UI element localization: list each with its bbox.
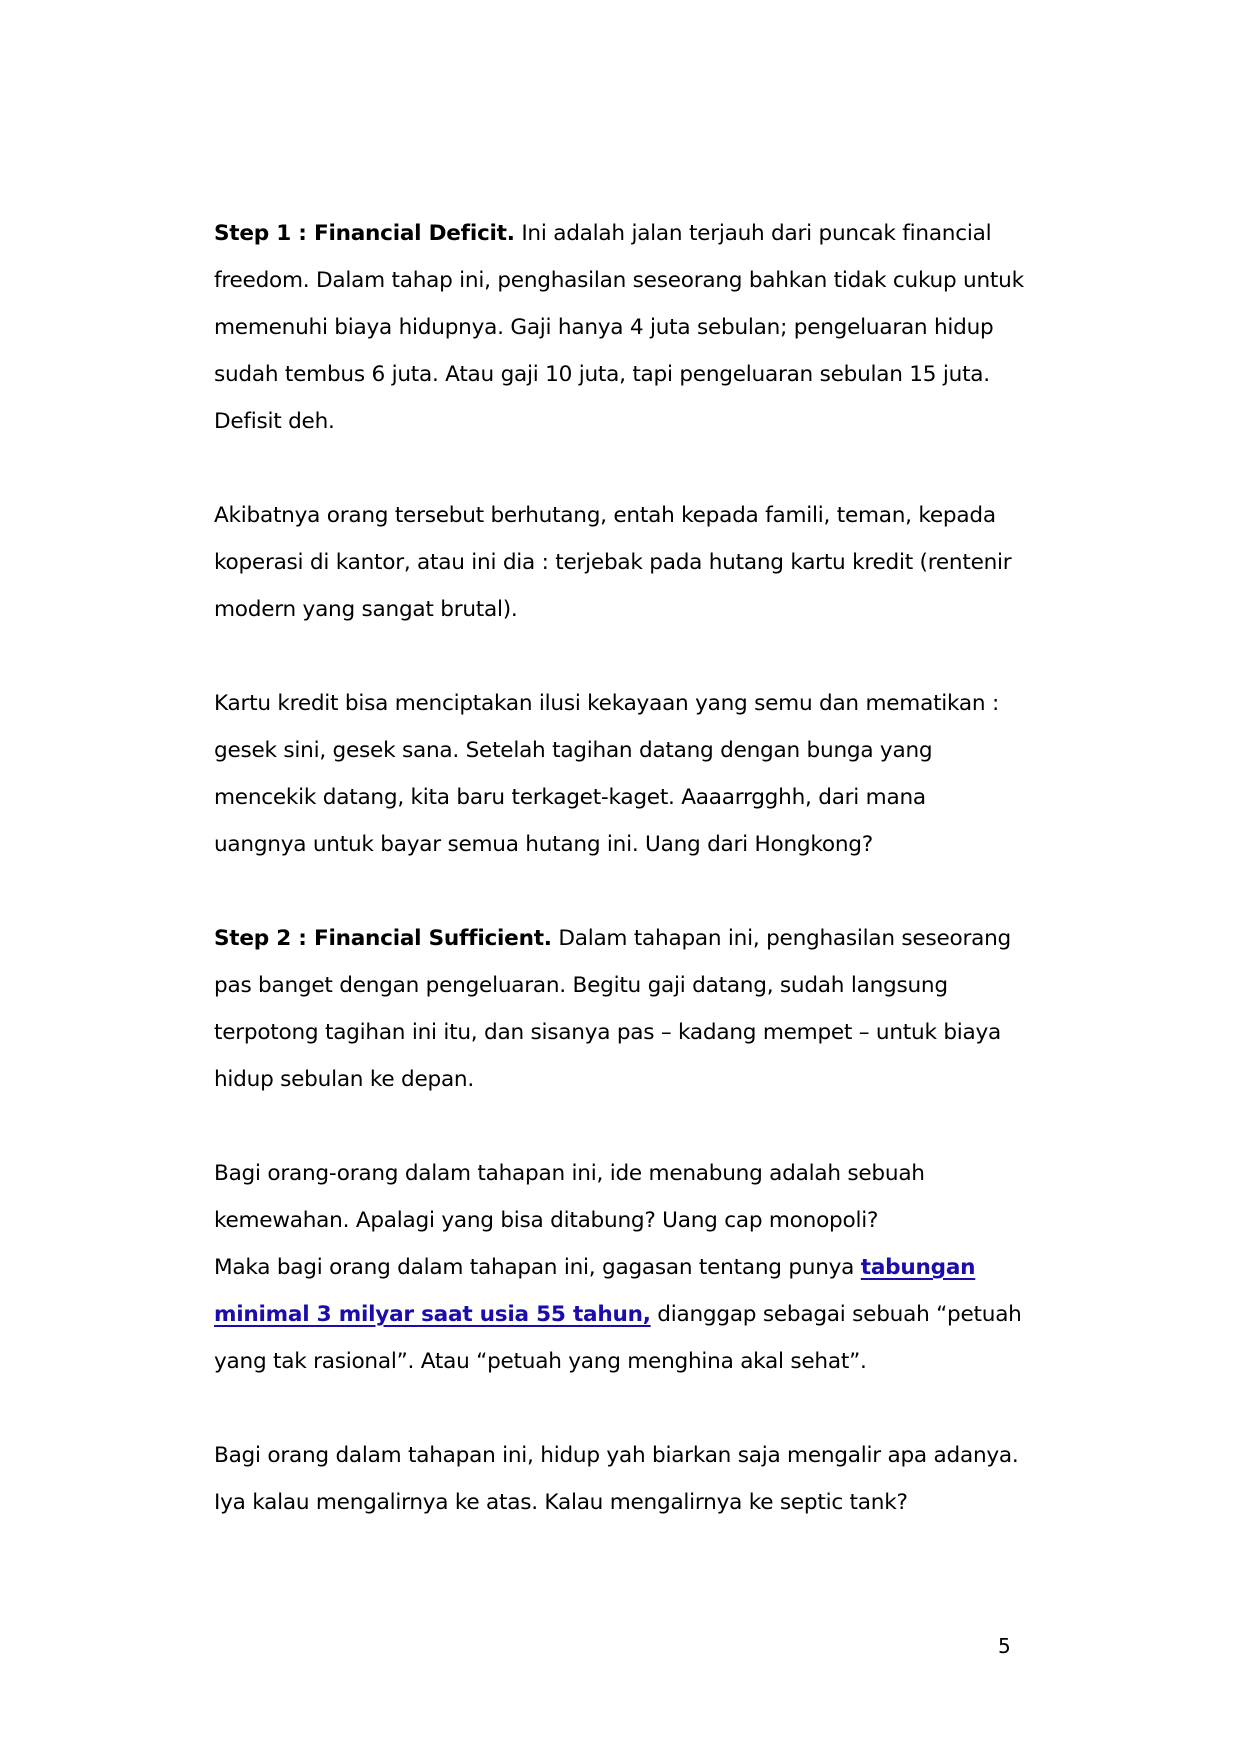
step2-paragraph	[214, 915, 1024, 1103]
flow-paragraph: Bagi orang dalam tahapan ini, hidup yah biarkan saja mengalir apa adanya. Iya kalau mengalirnya ke atas. Kalau mengalirnya ke septic tank?	[214, 1443, 1019, 1515]
step2-text: Dalam tahapan ini, penghasilan seseorang pas banget dengan pengeluaran. Begitu gaji datang, sudah langsung terpotong tagihan ini itu, dan sisanya pas – kadang mempet – untuk biaya hidup sebulan ke depan.	[214, 926, 1011, 1092]
document-body	[214, 210, 1024, 1526]
step1-paragraph	[214, 210, 1024, 445]
step1-text: Ini adalah jalan terjauh dari puncak financial freedom. Dalam tahap ini, penghasilan seseorang bahkan tidak cukup untuk memenuhi biaya hidupnya. Gaji hanya 4 juta sebulan; pengeluaran hidup sudah tembus 6 juta. Atau gaji 10 juta, tapi pengeluaran sebulan 15 juta. Defisit deh.	[214, 221, 1024, 434]
credit-card-paragraph: Kartu kredit bisa menciptakan ilusi kekayaan yang semu dan mematikan : gesek sini, gesek sana. Setelah tagihan datang dengan bunga yang mencekik datang, kita baru terkaget-kaget. Aaaarrgghh, dari mana uangnya untuk bayar semua hutang ini. Uang dari Hongkong?	[214, 691, 999, 857]
step1-heading: Step 1 : Financial Deficit.	[214, 221, 515, 246]
savings-target-paragraph	[214, 1244, 1024, 1385]
credit-debt-paragraph: Akibatnya orang tersebut berhutang, entah kepada famili, teman, kepada koperasi di kantor, atau ini dia : terjebak pada hutang kartu kredit (rentenir modern yang sangat brutal).	[214, 503, 1012, 622]
page-number: 5	[998, 1634, 1011, 1658]
savings-text-after: dianggap sebagai sebuah “petuah yang tak rasional”. Atau “petuah yang menghina akal sehat”.	[214, 1302, 1022, 1374]
savings-text-before: Maka bagi orang dalam tahapan ini, gagasan tentang punya	[214, 1255, 861, 1280]
savings-target-link[interactable]: tabungan minimal 3 milyar saat usia 55 tahun,	[214, 1255, 976, 1327]
step2-heading: Step 2 : Financial Sufficient.	[214, 926, 552, 951]
saving-luxury-paragraph: Bagi orang-orang dalam tahapan ini, ide menabung adalah sebuah kemewahan. Apalagi yang bisa ditabung? Uang cap monopoli?	[214, 1161, 925, 1233]
